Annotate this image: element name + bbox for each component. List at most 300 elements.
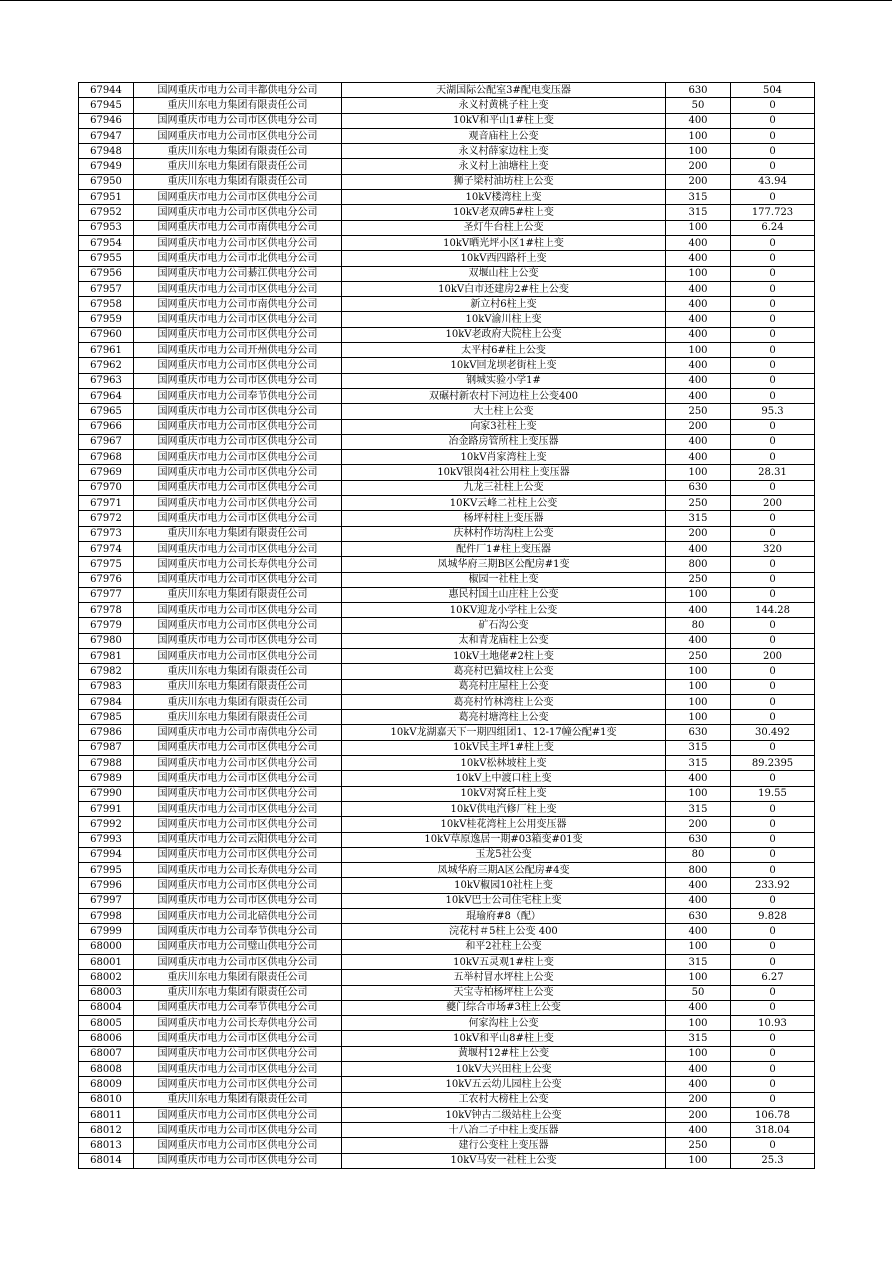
capacity-cell: 100 — [666, 970, 731, 985]
company-cell: 重庆川东电力集团有限责任公司 — [134, 587, 342, 602]
row-id-cell: 67999 — [79, 924, 134, 939]
value-cell: 0 — [731, 1062, 815, 1077]
value-cell: 0 — [731, 480, 815, 495]
capacity-cell: 100 — [666, 939, 731, 954]
table-row — [79, 1138, 815, 1153]
row-id-cell: 67958 — [79, 297, 134, 312]
company-cell: 国网重庆市电力公司奉节供电分公司 — [134, 924, 342, 939]
capacity-cell: 100 — [666, 786, 731, 801]
company-cell: 国网重庆市电力公司市区供电分公司 — [134, 1153, 342, 1168]
table-row — [79, 970, 815, 985]
company-cell: 国网重庆市电力公司市区供电分公司 — [134, 1077, 342, 1092]
company-cell: 重庆川东电力集团有限责任公司 — [134, 679, 342, 694]
value-cell: 318.04 — [731, 1123, 815, 1138]
table-row — [79, 679, 815, 694]
table-row — [79, 465, 815, 480]
company-cell: 国网重庆市电力公司长寿供电分公司 — [134, 1016, 342, 1031]
table-row — [79, 771, 815, 786]
value-cell: 0 — [731, 1138, 815, 1153]
company-cell: 国网重庆市电力公司市区供电分公司 — [134, 572, 342, 587]
row-id-cell: 67980 — [79, 633, 134, 648]
company-cell: 国网重庆市电力公司市区供电分公司 — [134, 786, 342, 801]
value-cell: 0 — [731, 924, 815, 939]
table-row — [79, 603, 815, 618]
capacity-cell: 315 — [666, 190, 731, 205]
row-id-cell: 67975 — [79, 557, 134, 572]
transformer-name-cell: 10KV云峰二社柱上公变 — [342, 496, 666, 511]
value-cell: 0 — [731, 572, 815, 587]
capacity-cell: 800 — [666, 863, 731, 878]
table-row — [79, 786, 815, 801]
company-cell: 国网重庆市电力公司市区供电分公司 — [134, 1062, 342, 1077]
company-cell: 重庆川东电力集团有限责任公司 — [134, 526, 342, 541]
table-row — [79, 190, 815, 205]
row-id-cell: 68008 — [79, 1062, 134, 1077]
table-row — [79, 557, 815, 572]
capacity-cell: 400 — [666, 235, 731, 250]
capacity-cell: 630 — [666, 480, 731, 495]
table-row — [79, 358, 815, 373]
row-id-cell: 67977 — [79, 587, 134, 602]
table-row — [79, 1153, 815, 1168]
table-row — [79, 1016, 815, 1031]
table-row — [79, 327, 815, 342]
row-id-cell: 67995 — [79, 863, 134, 878]
company-cell: 国网重庆市电力公司市区供电分公司 — [134, 541, 342, 556]
company-cell: 国网重庆市电力公司市区供电分公司 — [134, 235, 342, 250]
company-cell: 国网重庆市电力公司璧山供电分公司 — [134, 939, 342, 954]
company-cell: 国网重庆市电力公司市区供电分公司 — [134, 771, 342, 786]
row-id-cell: 67983 — [79, 679, 134, 694]
table-row — [79, 220, 815, 235]
value-cell: 0 — [731, 694, 815, 709]
capacity-cell: 315 — [666, 954, 731, 969]
transformer-name-cell: 椒园一社柱上变 — [342, 572, 666, 587]
value-cell: 0 — [731, 511, 815, 526]
value-cell: 30.492 — [731, 725, 815, 740]
company-cell: 国网重庆市电力公司市区供电分公司 — [134, 954, 342, 969]
value-cell: 200 — [731, 496, 815, 511]
company-cell: 国网重庆市电力公司市区供电分公司 — [134, 633, 342, 648]
capacity-cell: 80 — [666, 847, 731, 862]
company-cell: 国网重庆市电力公司市南供电分公司 — [134, 297, 342, 312]
value-cell: 504 — [731, 83, 815, 98]
capacity-cell: 100 — [666, 343, 731, 358]
value-cell: 0 — [731, 343, 815, 358]
company-cell: 重庆川东电力集团有限责任公司 — [134, 710, 342, 725]
row-id-cell: 68000 — [79, 939, 134, 954]
company-cell: 国网重庆市电力公司市区供电分公司 — [134, 1031, 342, 1046]
transformer-name-cell: 夔门综合市场#3柱上公变 — [342, 1000, 666, 1015]
value-cell: 0 — [731, 954, 815, 969]
transformer-name-cell: 10KV迎龙小学柱上公变 — [342, 603, 666, 618]
transformer-name-cell: 永义村黄桃子柱上变 — [342, 98, 666, 113]
transformer-name-cell: 10kV银岗4社公用柱上变压器 — [342, 465, 666, 480]
value-cell: 19.55 — [731, 786, 815, 801]
row-id-cell: 67946 — [79, 113, 134, 128]
row-id-cell: 67971 — [79, 496, 134, 511]
capacity-cell: 100 — [666, 266, 731, 281]
row-id-cell: 67988 — [79, 756, 134, 771]
value-cell: 0 — [731, 664, 815, 679]
table-row — [79, 817, 815, 832]
company-cell: 国网重庆市电力公司市区供电分公司 — [134, 740, 342, 755]
transformer-name-cell: 矿石沟公变 — [342, 618, 666, 633]
table-row — [79, 511, 815, 526]
capacity-cell: 630 — [666, 909, 731, 924]
transformer-name-cell: 黄堰村12#柱上公变 — [342, 1046, 666, 1061]
transformer-name-cell: 10kV和平山8#柱上变 — [342, 1031, 666, 1046]
capacity-cell: 250 — [666, 496, 731, 511]
table-row — [79, 664, 815, 679]
company-cell: 重庆川东电力集团有限责任公司 — [134, 970, 342, 985]
table-row — [79, 1092, 815, 1107]
row-id-cell: 67987 — [79, 740, 134, 755]
transformer-name-cell: 惠民村国土山庄柱上公变 — [342, 587, 666, 602]
transformer-name-cell: 向家3社柱上变 — [342, 419, 666, 434]
capacity-cell: 400 — [666, 878, 731, 893]
row-id-cell: 67950 — [79, 174, 134, 189]
capacity-cell: 400 — [666, 893, 731, 908]
company-cell: 国网重庆市电力公司北碚供电分公司 — [134, 909, 342, 924]
transformer-name-cell: 何家沟柱上公变 — [342, 1016, 666, 1031]
company-cell: 国网重庆市电力公司市区供电分公司 — [134, 756, 342, 771]
transformer-name-cell: 十八冶二子中柱上变压器 — [342, 1123, 666, 1138]
company-cell: 国网重庆市电力公司奉节供电分公司 — [134, 388, 342, 403]
company-cell: 国网重庆市电力公司奉节供电分公司 — [134, 1000, 342, 1015]
transformer-name-cell: 新立村6柱上变 — [342, 297, 666, 312]
capacity-cell: 400 — [666, 297, 731, 312]
row-id-cell: 67954 — [79, 235, 134, 250]
value-cell: 10.93 — [731, 1016, 815, 1031]
table-row — [79, 205, 815, 220]
value-cell: 144.28 — [731, 603, 815, 618]
table-row — [79, 847, 815, 862]
table-row — [79, 480, 815, 495]
table-row — [79, 985, 815, 1000]
company-cell: 国网重庆市电力公司丰都供电分公司 — [134, 83, 342, 98]
company-cell: 国网重庆市电力公司市区供电分公司 — [134, 496, 342, 511]
company-cell: 国网重庆市电力公司市区供电分公司 — [134, 327, 342, 342]
table-row — [79, 618, 815, 633]
transformer-name-cell: 葛亮村庄屋柱上公变 — [342, 679, 666, 694]
value-cell: 0 — [731, 1000, 815, 1015]
transformer-name-cell: 10kV民主坪1#柱上变 — [342, 740, 666, 755]
value-cell: 6.27 — [731, 970, 815, 985]
company-cell: 国网重庆市电力公司市区供电分公司 — [134, 801, 342, 816]
transformer-name-cell: 葛亮村巴猫坟柱上公变 — [342, 664, 666, 679]
transformer-name-cell: 五举村冒水坪柱上公变 — [342, 970, 666, 985]
transformer-name-cell: 10kV供电汽修厂柱上变 — [342, 801, 666, 816]
row-id-cell: 68005 — [79, 1016, 134, 1031]
transformer-name-cell: 狮子梁村油坊柱上公变 — [342, 174, 666, 189]
value-cell: 0 — [731, 373, 815, 388]
row-id-cell: 68002 — [79, 970, 134, 985]
company-cell: 重庆川东电力集团有限责任公司 — [134, 174, 342, 189]
value-cell: 95.3 — [731, 404, 815, 419]
company-cell: 国网重庆市电力公司市区供电分公司 — [134, 618, 342, 633]
row-id-cell: 68014 — [79, 1153, 134, 1168]
capacity-cell: 250 — [666, 572, 731, 587]
value-cell: 233.92 — [731, 878, 815, 893]
value-cell: 89.2395 — [731, 756, 815, 771]
transformer-name-cell: 杨坪村柱上变压器 — [342, 511, 666, 526]
value-cell: 0 — [731, 281, 815, 296]
capacity-cell: 315 — [666, 205, 731, 220]
table-row — [79, 572, 815, 587]
company-cell: 国网重庆市电力公司市区供电分公司 — [134, 878, 342, 893]
value-cell: 0 — [731, 526, 815, 541]
company-cell: 国网重庆市电力公司市区供电分公司 — [134, 480, 342, 495]
row-id-cell: 67957 — [79, 281, 134, 296]
value-cell: 0 — [731, 128, 815, 143]
row-id-cell: 67965 — [79, 404, 134, 419]
transformer-name-cell: 圣灯牛台柱上公变 — [342, 220, 666, 235]
value-cell: 0 — [731, 740, 815, 755]
transformer-name-cell: 双堰山柱上公变 — [342, 266, 666, 281]
capacity-cell: 400 — [666, 388, 731, 403]
value-cell: 0 — [731, 1077, 815, 1092]
capacity-cell: 400 — [666, 633, 731, 648]
transformer-name-cell: 双碾村新农村下河边柱上公变400 — [342, 388, 666, 403]
company-cell: 国网重庆市电力公司市区供电分公司 — [134, 128, 342, 143]
table-row — [79, 633, 815, 648]
transformer-name-cell: 10kV楼湾柱上变 — [342, 190, 666, 205]
capacity-cell: 250 — [666, 1138, 731, 1153]
value-cell: 28.31 — [731, 465, 815, 480]
row-id-cell: 67970 — [79, 480, 134, 495]
table-row — [79, 174, 815, 189]
row-id-cell: 67968 — [79, 450, 134, 465]
capacity-cell: 400 — [666, 327, 731, 342]
company-cell: 国网重庆市电力公司长寿供电分公司 — [134, 557, 342, 572]
company-cell: 重庆川东电力集团有限责任公司 — [134, 985, 342, 1000]
capacity-cell: 315 — [666, 756, 731, 771]
table-row — [79, 266, 815, 281]
table-row — [79, 144, 815, 159]
company-cell: 国网重庆市电力公司市区供电分公司 — [134, 1138, 342, 1153]
company-cell: 国网重庆市电力公司市北供电分公司 — [134, 251, 342, 266]
capacity-cell: 100 — [666, 679, 731, 694]
row-id-cell: 67951 — [79, 190, 134, 205]
table-row — [79, 725, 815, 740]
table-row — [79, 939, 815, 954]
value-cell: 0 — [731, 710, 815, 725]
transformer-name-cell: 10kV西四路杆上变 — [342, 251, 666, 266]
table-row — [79, 128, 815, 143]
value-cell: 106.78 — [731, 1107, 815, 1122]
company-cell: 国网重庆市电力公司綦江供电分公司 — [134, 266, 342, 281]
company-cell: 国网重庆市电力公司市区供电分公司 — [134, 511, 342, 526]
value-cell: 0 — [731, 557, 815, 572]
capacity-cell: 400 — [666, 1000, 731, 1015]
capacity-cell: 100 — [666, 220, 731, 235]
row-id-cell: 67960 — [79, 327, 134, 342]
transformer-name-cell: 永义村上油塘柱上变 — [342, 159, 666, 174]
value-cell: 0 — [731, 419, 815, 434]
row-id-cell: 67984 — [79, 694, 134, 709]
value-cell: 0 — [731, 832, 815, 847]
value-cell: 0 — [731, 1031, 815, 1046]
company-cell: 国网重庆市电力公司市区供电分公司 — [134, 465, 342, 480]
table-row — [79, 419, 815, 434]
value-cell: 0 — [731, 801, 815, 816]
transformer-name-cell: 工农村大榜柱上公变 — [342, 1092, 666, 1107]
table-row — [79, 863, 815, 878]
row-id-cell: 68013 — [79, 1138, 134, 1153]
table-row — [79, 801, 815, 816]
value-cell: 0 — [731, 863, 815, 878]
row-id-cell: 67993 — [79, 832, 134, 847]
transformer-name-cell: 10kV椒园10社柱上变 — [342, 878, 666, 893]
row-id-cell: 67944 — [79, 83, 134, 98]
row-id-cell: 67967 — [79, 434, 134, 449]
transformer-name-cell: 葛亮村塘湾柱上公变 — [342, 710, 666, 725]
table-row — [79, 281, 815, 296]
value-cell: 0 — [731, 893, 815, 908]
capacity-cell: 100 — [666, 664, 731, 679]
company-cell: 国网重庆市电力公司云阳供电分公司 — [134, 832, 342, 847]
transformer-name-cell: 10kV五灵观1#柱上变 — [342, 954, 666, 969]
transformer-name-cell: 10kV白市还建房2#柱上公变 — [342, 281, 666, 296]
transformer-name-cell: 琨瑜府#8（配） — [342, 909, 666, 924]
value-cell: 177.723 — [731, 205, 815, 220]
capacity-cell: 630 — [666, 725, 731, 740]
company-cell: 国网重庆市电力公司开州供电分公司 — [134, 343, 342, 358]
capacity-cell: 100 — [666, 465, 731, 480]
table-row — [79, 740, 815, 755]
capacity-cell: 100 — [666, 587, 731, 602]
value-cell: 0 — [731, 327, 815, 342]
row-id-cell: 67961 — [79, 343, 134, 358]
table-row — [79, 832, 815, 847]
row-id-cell: 68012 — [79, 1123, 134, 1138]
value-cell: 0 — [731, 817, 815, 832]
row-id-cell: 68001 — [79, 954, 134, 969]
capacity-cell: 200 — [666, 1092, 731, 1107]
company-cell: 国网重庆市电力公司市区供电分公司 — [134, 373, 342, 388]
table-row — [79, 541, 815, 556]
row-id-cell: 67959 — [79, 312, 134, 327]
transformer-name-cell: 天湖国际公配室3#配电变压器 — [342, 83, 666, 98]
transformer-name-cell: 天宝寺柏杨坪柱上公变 — [342, 985, 666, 1000]
company-cell: 国网重庆市电力公司市区供电分公司 — [134, 450, 342, 465]
transformer-name-cell: 10kV和平山1#柱上变 — [342, 113, 666, 128]
capacity-cell: 250 — [666, 648, 731, 663]
capacity-cell: 100 — [666, 128, 731, 143]
transformer-name-cell: 大土柱上公变 — [342, 404, 666, 419]
company-cell: 国网重庆市电力公司市区供电分公司 — [134, 419, 342, 434]
company-cell: 国网重庆市电力公司市区供电分公司 — [134, 113, 342, 128]
capacity-cell: 100 — [666, 710, 731, 725]
value-cell: 0 — [731, 450, 815, 465]
value-cell: 200 — [731, 648, 815, 663]
value-cell: 0 — [731, 587, 815, 602]
table-row — [79, 450, 815, 465]
table-row — [79, 83, 815, 98]
transformer-name-cell: 10kV回龙坝老街柱上变 — [342, 358, 666, 373]
capacity-cell: 100 — [666, 1046, 731, 1061]
value-cell: 43.94 — [731, 174, 815, 189]
capacity-cell: 400 — [666, 603, 731, 618]
row-id-cell: 67976 — [79, 572, 134, 587]
company-cell: 国网重庆市电力公司市区供电分公司 — [134, 281, 342, 296]
value-cell: 0 — [731, 771, 815, 786]
transformer-name-cell: 葛亮村竹林湾柱上公变 — [342, 694, 666, 709]
table-row — [79, 388, 815, 403]
row-id-cell: 67973 — [79, 526, 134, 541]
row-id-cell: 67986 — [79, 725, 134, 740]
row-id-cell: 67969 — [79, 465, 134, 480]
row-id-cell: 67985 — [79, 710, 134, 725]
company-cell: 国网重庆市电力公司长寿供电分公司 — [134, 863, 342, 878]
table-row — [79, 710, 815, 725]
row-id-cell: 68009 — [79, 1077, 134, 1092]
row-id-cell: 67956 — [79, 266, 134, 281]
table-body — [79, 83, 815, 1169]
table-row — [79, 1077, 815, 1092]
table-row — [79, 312, 815, 327]
table-row — [79, 1046, 815, 1061]
transformer-name-cell: 永义村薛家边柱上变 — [342, 144, 666, 159]
capacity-cell: 100 — [666, 1016, 731, 1031]
table-row — [79, 1123, 815, 1138]
capacity-cell: 200 — [666, 159, 731, 174]
capacity-cell: 100 — [666, 144, 731, 159]
company-cell: 国网重庆市电力公司市区供电分公司 — [134, 603, 342, 618]
value-cell: 0 — [731, 358, 815, 373]
capacity-cell: 200 — [666, 174, 731, 189]
transformer-name-cell: 10kV对窝丘柱上变 — [342, 786, 666, 801]
value-cell: 0 — [731, 190, 815, 205]
value-cell: 0 — [731, 618, 815, 633]
row-id-cell: 67947 — [79, 128, 134, 143]
table-row — [79, 924, 815, 939]
row-id-cell: 67997 — [79, 893, 134, 908]
capacity-cell: 400 — [666, 1123, 731, 1138]
row-id-cell: 67974 — [79, 541, 134, 556]
company-cell: 重庆川东电力集团有限责任公司 — [134, 664, 342, 679]
transformer-name-cell: 10kV桂花湾柱上公用变压器 — [342, 817, 666, 832]
value-cell: 0 — [731, 847, 815, 862]
table-row — [79, 1062, 815, 1077]
row-id-cell: 67962 — [79, 358, 134, 373]
capacity-cell: 315 — [666, 511, 731, 526]
value-cell: 0 — [731, 939, 815, 954]
value-cell: 0 — [731, 98, 815, 113]
capacity-cell: 400 — [666, 771, 731, 786]
transformer-name-cell: 太平村6#柱上公变 — [342, 343, 666, 358]
transformer-name-cell: 10kV上中渡口柱上变 — [342, 771, 666, 786]
transformer-table — [78, 82, 815, 1169]
table-row — [79, 909, 815, 924]
company-cell: 国网重庆市电力公司市区供电分公司 — [134, 1046, 342, 1061]
value-cell: 25.3 — [731, 1153, 815, 1168]
company-cell: 重庆川东电力集团有限责任公司 — [134, 98, 342, 113]
transformer-name-cell: 10kV巴士公司住宅柱上变 — [342, 893, 666, 908]
table-row — [79, 648, 815, 663]
transformer-name-cell: 10kV龙湖嘉天下一期四组团1、12-17幢公配#1变 — [342, 725, 666, 740]
transformer-name-cell: 10kV老双碑5#柱上变 — [342, 205, 666, 220]
capacity-cell: 315 — [666, 740, 731, 755]
capacity-cell: 400 — [666, 924, 731, 939]
value-cell: 0 — [731, 434, 815, 449]
row-id-cell: 67982 — [79, 664, 134, 679]
row-id-cell: 67991 — [79, 801, 134, 816]
capacity-cell: 400 — [666, 251, 731, 266]
transformer-name-cell: 九龙三社柱上公变 — [342, 480, 666, 495]
value-cell: 0 — [731, 251, 815, 266]
